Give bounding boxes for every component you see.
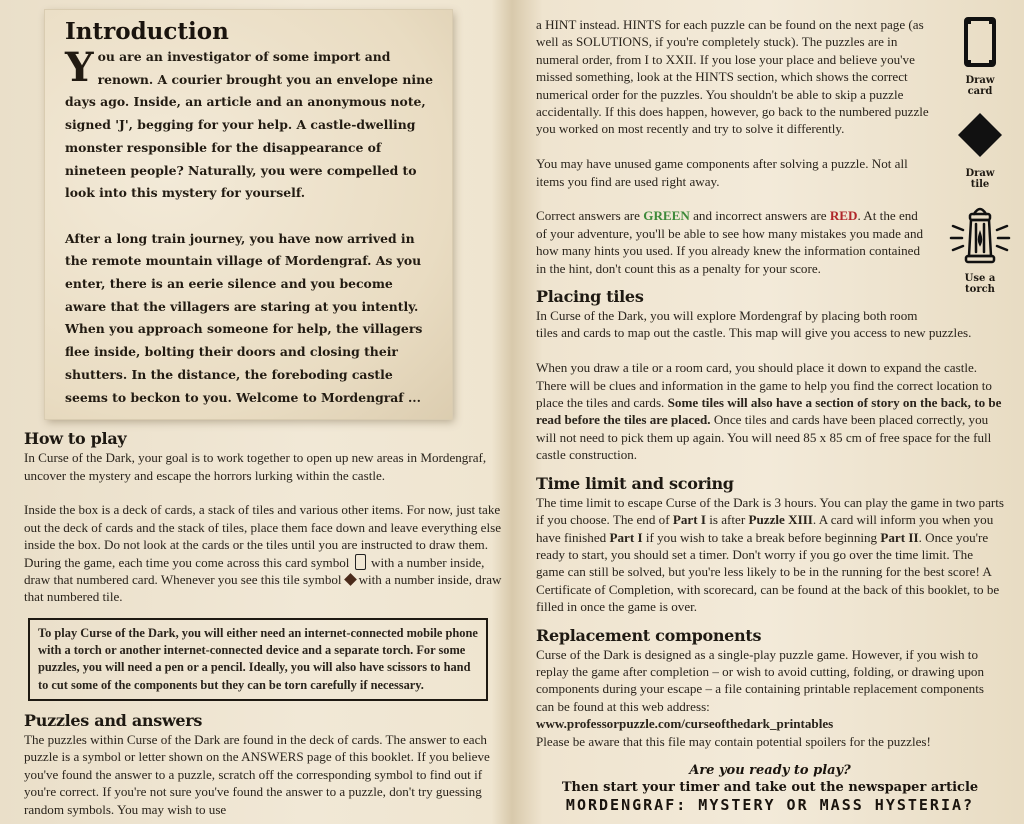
text: When you draw a tile or a room card, you should place it down to expand the castle. There will be clues and information in the game to help you find the correct location to place the tiles and cards. — [536, 360, 992, 411]
text: The time limit to escape Curse of the Dark is 3 hours. You can play the game in two parts if you choose. The end of — [536, 494, 1005, 528]
text: with a number inside, draw that numbered tile. — [24, 572, 502, 605]
right-page — [512, 0, 1024, 824]
paragraph: Curse of the Dark is designed as a single-play puzzle game. However, if you wish to replay the game after completion – or wish to avoid cutting, folding, or drawing upon components during your escape – a file containing printable replacement components can be found at this web address: — [536, 646, 984, 714]
draw-card-legend — [942, 16, 1018, 97]
draw-tile-legend — [942, 111, 1018, 190]
introduction-title: Introduction — [65, 18, 229, 45]
intro-paragraph-2: After a long train journey, you have now arrived in the remote mountain village of Mordengraf. As you enter, there is an eerie silence and you become aware that the villagers are staring at you intently. When you approach someone for help, the villagers flee inside, bolting their doors and closing their shutters. In the distance, the foreboding castle seems to beckon to you. Welcome to Mordengraf ... — [65, 230, 423, 405]
paragraph — [536, 359, 1004, 463]
bold-text: Puzzle XIII — [748, 512, 813, 528]
replacement-section — [536, 646, 1004, 750]
text: if you wish to take a break before beginning — [645, 529, 878, 545]
start-instruction: Then start your timer and take out the newspaper article — [561, 779, 979, 795]
bold-text: Part II — [880, 529, 919, 545]
text: . At the end of your adventure, you'll be able to see how many mistakes you made and how many hints you used. If you already knew the information contained in the hint, don't count this as a penalty for your score. — [536, 208, 924, 276]
text: is after — [709, 512, 746, 528]
paragraph: In Curse of the Dark, you will explore Mordengraf by placing both room tiles and cards to map out the castle. This map will give you access to new puzzles. — [536, 308, 972, 341]
text: Correct answers are — [536, 208, 640, 224]
closing-block — [536, 762, 1004, 815]
requirements-notice: To play Curse of the Dark, you will either need an internet-connected mobile phone with a torch or another internet-connected device and a separate torch. For some puzzles, you will need a pen or a pencil. Ideally, you will also have scissors to hand to cut some of the components but they can be torn carefully if necessary. — [28, 618, 488, 701]
intro-paragraph-1 — [65, 46, 437, 205]
bold-text: Part I — [672, 512, 706, 528]
intro-paragraph-text: ou are an investigator of some import and renown. A courier brought you an envelope nine days ago. Inside, an article and an anonymous note, signed 'J', begging for your help. A castle-dwelling monster responsible for the disappearance of nineteen people? Naturally, you were compelled to look into this mystery for yourself. — [65, 49, 433, 201]
use-torch-legend — [942, 204, 1018, 295]
introduction-card — [45, 10, 452, 419]
text: with a number inside, draw that numbered card. Whenever you see this tile symbol — [24, 554, 485, 588]
bold-text: Some tiles will also have a section of story on the back, to be read before the tiles are placed. — [536, 395, 1002, 428]
torch-icon — [949, 204, 1011, 268]
time-limit-heading: Time limit and scoring — [536, 473, 734, 493]
card-symbol-icon — [355, 554, 366, 570]
printables-link[interactable]: www.professorpuzzle.com/curseofthedark_printables — [536, 716, 834, 732]
paragraph: Please be aware that this file may contain potential spoilers for the puzzles! — [536, 733, 931, 749]
placing-tiles-section — [536, 307, 1004, 464]
red-label: RED — [829, 208, 858, 224]
text: . Once you're ready to start, you should set a timer. Don't worry if you go over the time limit. The game can still be solved, but you're less likely to be in the running for the best score! A Certificate of Completion, with scorecard, can be found at the back of this booklet, to be filled in once the game is over. — [536, 529, 1000, 615]
paragraph — [24, 501, 504, 605]
paragraph: In Curse of the Dark, your goal is to work together to open up new areas in Mordengraf, uncover the mystery and escape the horrors lurking within the castle. — [24, 450, 487, 483]
text: Once tiles and cards have been placed correctly, you will not need to pick them up again. You will need 85 x 85 cm of free space for the full castle construction. — [536, 412, 992, 463]
tile-icon — [956, 111, 1004, 159]
replacement-heading: Replacement components — [536, 625, 762, 645]
bold-text: Part I — [609, 529, 643, 545]
text: . A card will inform you when you have finished — [536, 512, 994, 545]
puzzles-continued — [536, 16, 1004, 277]
use-torch-label: Use a torch — [964, 273, 996, 295]
draw-tile-label: Draw tile — [965, 168, 995, 190]
text: and incorrect answers are — [693, 208, 827, 224]
paragraph — [536, 207, 1004, 277]
introduction-text — [65, 46, 437, 409]
text: Inside the box is a deck of cards, a stack of tiles and various other items. For now, just take out the deck of cards and the stack of tiles, place them face down and leave everything else inside the box. Do not look at the cards or the tiles until you are instructed to draw them. During the game, each time you come across this card symbol — [24, 502, 502, 570]
ready-question: Are you ready to play? — [689, 762, 851, 778]
puzzles-text: The puzzles within Curse of the Dark are found in the deck of cards. The answer to each puzzle is a symbol or letter shown on the ANSWERS page of this booklet. If you believe you've found the answer to a puzzle, scratch off the corresponding symbol to find out if you're correct. If you're not sure you've found the answer to a puzzle, don't try guessing random symbols. You may wish to use — [24, 732, 490, 817]
paragraph: a HINT instead. HINTS for each puzzle can be found on the next page (as well as SOLUTIONS, if you're completely stuck). The puzzles are in numeral order, from I to XXII. If you lose your place and believe you've missed something, look at the HINTS section, which shows the correct numerical order for the puzzles. You shouldn't be able to skip a puzzle accidentally. If this does happen, however, go back to the numbered puzzle you worked on most recently and try to solve it differently. — [536, 17, 929, 137]
time-limit-section — [536, 494, 1004, 616]
how-to-play-heading: How to play — [24, 429, 127, 449]
paragraph: You may have unused game components after solving a puzzle. Not all items you find are used right away. — [536, 156, 908, 189]
newspaper-headline: MORDENGRAF: MYSTERY OR MASS HYSTERIA? — [565, 795, 975, 814]
paragraph — [536, 494, 1004, 616]
icon-legend — [942, 16, 1018, 309]
placing-tiles-heading: Placing tiles — [536, 287, 644, 307]
card-icon — [963, 16, 997, 68]
how-to-play-section — [24, 449, 504, 606]
tile-symbol-icon — [344, 573, 357, 586]
puzzles-heading: Puzzles and answers — [24, 711, 203, 731]
draw-card-label: Draw card — [965, 75, 995, 97]
green-label: GREEN — [643, 208, 690, 224]
drop-cap: Y — [65, 44, 94, 91]
